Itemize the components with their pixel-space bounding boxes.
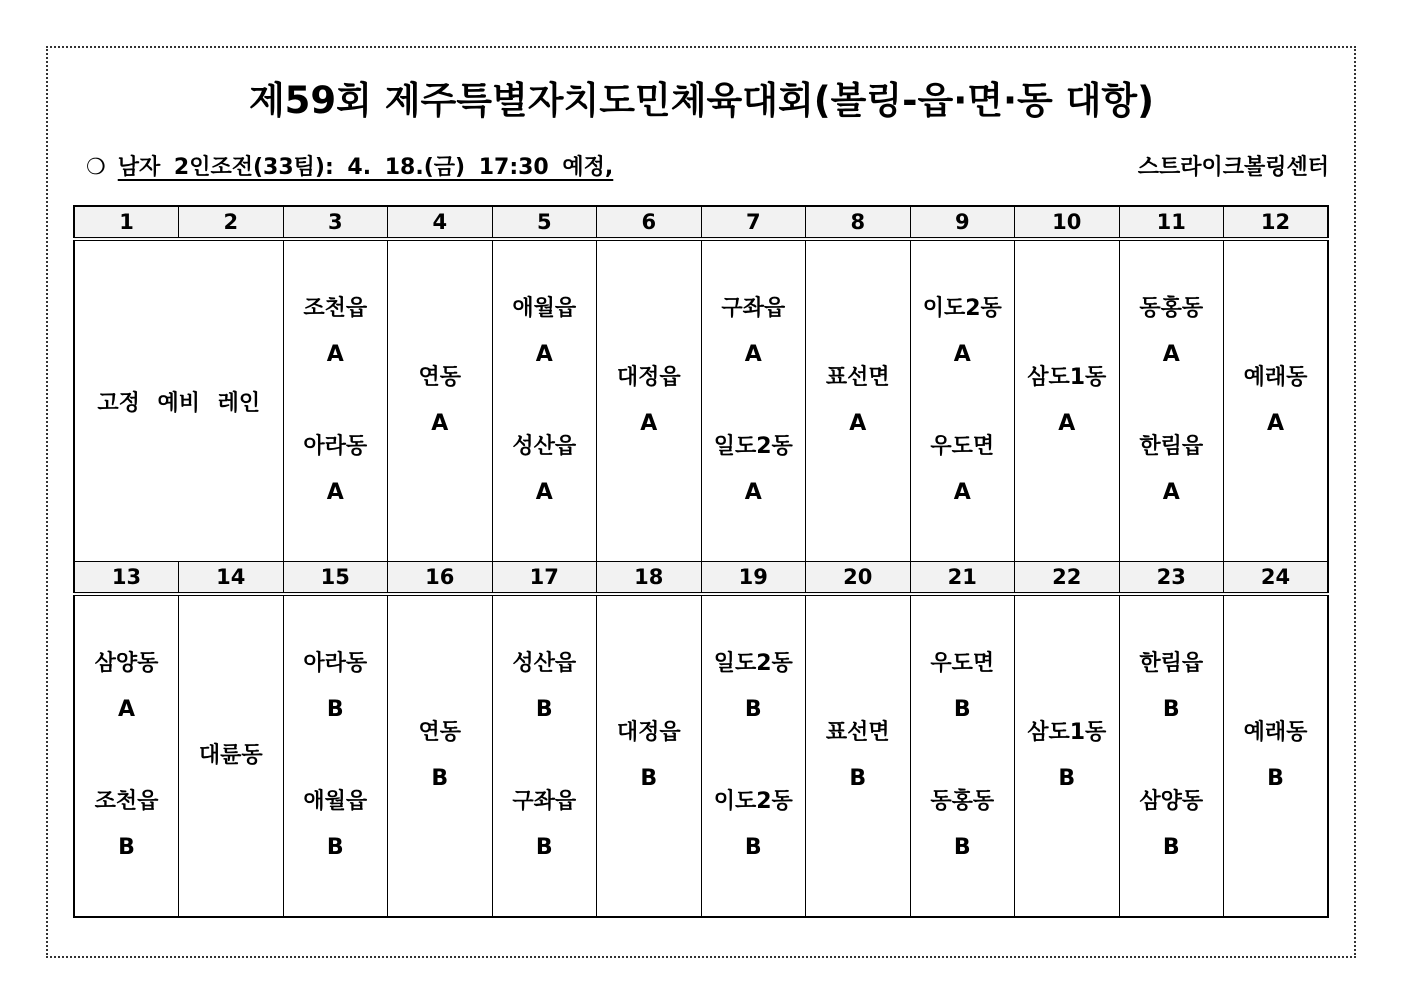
- lane-assignment-table: [73, 205, 1329, 918]
- lane-teams-row: [74, 239, 1328, 562]
- team-entry: [493, 641, 597, 733]
- team-group: A: [1058, 411, 1076, 436]
- team-name: 연동: [418, 365, 461, 390]
- team-group: A: [1266, 411, 1285, 436]
- team-group: A: [326, 342, 344, 367]
- team-entry: [1224, 355, 1327, 447]
- schedule-text: 남자 2인조전(33팀): 4. 18.(금) 17:30 예정,: [117, 155, 614, 180]
- reserved-lane-label: 고정 예비 레인: [97, 390, 261, 416]
- lane-teams-row: [74, 594, 1328, 917]
- lane-cell: [910, 239, 1015, 562]
- team-group: B: [1162, 835, 1180, 860]
- lane-cell: [701, 594, 806, 917]
- team-name: 조천읍: [303, 296, 368, 321]
- lane-cell: [74, 594, 179, 917]
- team-entry: [1120, 286, 1224, 378]
- team-entry: [806, 710, 910, 802]
- team-name: 삼도1동: [1027, 720, 1107, 745]
- team-entry: [806, 355, 910, 447]
- team-name: 대정읍: [616, 365, 681, 390]
- team-group: B: [431, 766, 449, 791]
- team-group: A: [535, 480, 553, 505]
- team-name: 연동: [418, 720, 461, 745]
- team-name: 예래동: [1243, 720, 1308, 745]
- lane-number: 19: [701, 562, 806, 595]
- lane-number: 12: [1224, 206, 1329, 239]
- team-entry: [597, 355, 701, 447]
- team-name: 구좌읍: [721, 296, 786, 321]
- team-entry: [1120, 424, 1224, 516]
- lane-number: 5: [492, 206, 597, 239]
- schedule-line: [86, 150, 613, 181]
- team-entry: [75, 779, 178, 871]
- team-name: 대정읍: [616, 720, 681, 745]
- team-group: B: [1267, 766, 1284, 791]
- circle-bullet-icon: ❍: [86, 155, 106, 180]
- team-group: B: [744, 835, 762, 860]
- lane-cell: [1119, 594, 1224, 917]
- lane-cell: [388, 594, 493, 917]
- team-entry: [284, 779, 388, 871]
- team-name: 예래동: [1243, 365, 1308, 390]
- team-entry: [702, 424, 806, 516]
- team-name: 한림읍: [1139, 434, 1204, 459]
- team-entry: [911, 286, 1015, 378]
- lane-number: 16: [388, 562, 493, 595]
- lane-cell: [1015, 239, 1120, 562]
- lane-cell: [806, 594, 911, 917]
- team-group: B: [640, 766, 658, 791]
- team-group: A: [953, 480, 971, 505]
- team-group: B: [1162, 697, 1180, 722]
- lane-number: 17: [492, 562, 597, 595]
- team-group: B: [1058, 766, 1076, 791]
- lane-cell: [179, 594, 284, 917]
- lane-number: 8: [806, 206, 911, 239]
- team-name: 우도면: [930, 434, 995, 459]
- team-name: 삼양동: [1139, 789, 1204, 814]
- team-name: 구좌읍: [512, 789, 577, 814]
- team-name: 성산읍: [512, 651, 577, 676]
- team-entry: [388, 355, 492, 447]
- team-name: 동홍동: [1139, 296, 1204, 321]
- team-name: 이도2동: [922, 296, 1002, 321]
- team-entry: [702, 286, 806, 378]
- team-entry: [179, 733, 283, 779]
- lane-cell: [1015, 594, 1120, 917]
- lane-number: 11: [1119, 206, 1224, 239]
- team-group: A: [953, 342, 971, 367]
- team-entry: [1120, 641, 1224, 733]
- team-name: 표선면: [825, 720, 890, 745]
- team-name: 삼양동: [94, 651, 159, 676]
- team-name: 표선면: [825, 365, 890, 390]
- team-entry: [493, 424, 597, 516]
- team-entry: [284, 286, 388, 378]
- lane-number: 15: [283, 562, 388, 595]
- lane-number: 6: [597, 206, 702, 239]
- team-name: 일도2동: [713, 434, 793, 459]
- team-group: B: [118, 835, 135, 860]
- team-name: 아라동: [303, 434, 368, 459]
- team-group: A: [535, 342, 553, 367]
- lane-number: 13: [74, 562, 179, 595]
- lane-cell: [1119, 239, 1224, 562]
- lane-number-row: [74, 206, 1328, 239]
- lane-number: 18: [597, 562, 702, 595]
- team-group: B: [953, 697, 971, 722]
- team-group: B: [953, 835, 971, 860]
- team-entry: [493, 286, 597, 378]
- team-entry: [75, 641, 178, 733]
- lane-cell: [701, 239, 806, 562]
- team-name: 애월읍: [303, 789, 368, 814]
- team-entry: [493, 779, 597, 871]
- team-entry: [1015, 710, 1119, 802]
- lane-cell: [1224, 239, 1329, 562]
- lane-number: 14: [179, 562, 284, 595]
- team-entry: [284, 641, 388, 733]
- team-entry: [1224, 710, 1327, 802]
- team-group: B: [535, 697, 553, 722]
- team-name: 일도2동: [713, 651, 793, 676]
- team-name: 삼도1동: [1027, 365, 1107, 390]
- lane-number: 4: [388, 206, 493, 239]
- team-group: A: [1162, 480, 1180, 505]
- lane-cell: [283, 239, 388, 562]
- lane-cell: [1224, 594, 1329, 917]
- lane-cell: [388, 239, 493, 562]
- team-group: A: [1162, 342, 1180, 367]
- lane-cell: [492, 239, 597, 562]
- document-title: 제59회 제주특별자치도민체육대회(볼링-읍·면·동 대항): [248, 79, 1155, 122]
- team-group: B: [849, 766, 867, 791]
- team-name: 애월읍: [512, 296, 577, 321]
- lane-number: 9: [910, 206, 1015, 239]
- lane-number: 22: [1015, 562, 1120, 595]
- team-entry: [1015, 355, 1119, 447]
- team-entry: [388, 710, 492, 802]
- team-entry: [702, 779, 806, 871]
- team-group: B: [326, 835, 344, 860]
- team-name: 한림읍: [1139, 651, 1204, 676]
- lane-number: 7: [701, 206, 806, 239]
- team-entry: [911, 779, 1015, 871]
- team-name: 대륜동: [198, 743, 263, 768]
- team-entry: [284, 424, 388, 516]
- lane-number: 2: [179, 206, 284, 239]
- lane-cell: [806, 239, 911, 562]
- team-entry: [911, 641, 1015, 733]
- team-group: B: [326, 697, 344, 722]
- team-entry: [911, 424, 1015, 516]
- venue-name: 스트라이크볼링센터: [1137, 155, 1329, 180]
- team-name: 아라동: [303, 651, 368, 676]
- team-group: A: [744, 342, 762, 367]
- team-group: A: [744, 480, 762, 505]
- team-group: B: [744, 697, 762, 722]
- team-group: A: [326, 480, 344, 505]
- lane-cell: [492, 594, 597, 917]
- team-entry: [702, 641, 806, 733]
- team-name: 이도2동: [713, 789, 793, 814]
- lane-cell: [910, 594, 1015, 917]
- lane-cell: [283, 594, 388, 917]
- team-group: A: [431, 411, 449, 436]
- lane-number-row: [74, 562, 1328, 595]
- team-name: 성산읍: [512, 434, 577, 459]
- lane-number: 24: [1224, 562, 1329, 595]
- team-name: 우도면: [930, 651, 995, 676]
- team-group: B: [535, 835, 553, 860]
- lane-cell: [597, 594, 702, 917]
- team-entry: [1120, 779, 1224, 871]
- lane-number: 10: [1015, 206, 1120, 239]
- team-entry: [597, 710, 701, 802]
- reserved-lane-cell: [74, 239, 283, 562]
- lane-cell: [597, 239, 702, 562]
- team-name: 동홍동: [930, 789, 995, 814]
- lane-number: 20: [806, 562, 911, 595]
- team-group: A: [117, 697, 136, 722]
- team-group: A: [849, 411, 867, 436]
- lane-number: 21: [910, 562, 1015, 595]
- lane-number: 1: [74, 206, 179, 239]
- lane-number: 3: [283, 206, 388, 239]
- team-name: 조천읍: [94, 789, 159, 814]
- lane-number: 23: [1119, 562, 1224, 595]
- team-group: A: [640, 411, 658, 436]
